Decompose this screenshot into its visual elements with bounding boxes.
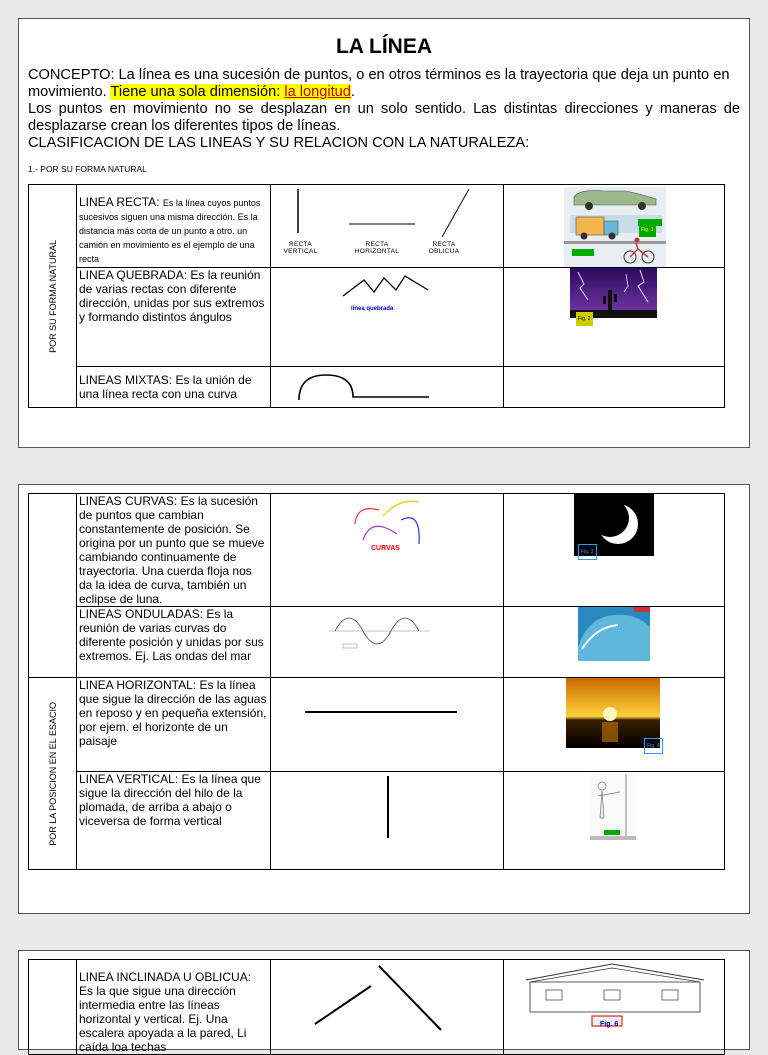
inclined-table — [28, 959, 725, 1055]
vertical-drawing — [271, 772, 504, 870]
page-3 — [18, 950, 750, 1054]
sunset-image-cell — [504, 678, 725, 772]
quebrada-caption: linea quebrada — [351, 306, 394, 312]
inclinada-cell: LINEA INCLINADA U OBLICUA: Es la que sigue una dirección intermedia entre las líneas horizontal y vertical. Ej. Una escalera apoyada a la pared, Li caída loa techas — [77, 960, 271, 1055]
section-label: 1.- POR SU FORMA NATURAL — [28, 164, 147, 174]
curvas-cell: LINEAS CURVAS: Es la sucesión de puntos que cambian constantemente de posición. Se origina por un punto que se mueve cambiando continuamente de trayectoria. Una cuerda floja nos da la idea de curva, también un eclipse de luna. — [77, 494, 271, 607]
page-1 — [18, 18, 750, 448]
position-group-cell — [29, 678, 77, 870]
quebrada-cell: LINEA QUEBRADA: Es la reunión de varias rectas con diferente dirección, unidas por sus extremos y formando distintos ángulos — [77, 268, 271, 367]
mixtas-drawing — [271, 367, 504, 408]
house-image — [522, 960, 708, 1050]
inclinada-drawing — [271, 960, 504, 1055]
highlight-dimension: Tiene una sola dimensión: — [110, 84, 285, 100]
horizontal-cell: LINEA HORIZONTAL: Es la línea que sigue la dirección de las aguas en reposo y en pequeña extensión, por ejem. el horizonte de un paisaje — [77, 678, 271, 772]
recta-cell: LINEA RECTA: Es la línea cuyos puntos sucesivos siguen una misma dirección. Es la distancia más corta de un punto a otro. un camión en movimiento es el ejemplo de una recta — [77, 185, 271, 268]
fig3-tag: Fig. 3 — [578, 544, 597, 560]
recta-lines-svg — [271, 185, 504, 268]
recta-drawing — [271, 185, 504, 268]
lightning-image — [570, 268, 657, 318]
classification-heading: CLASIFICACION DE LAS LINEAS Y SU RELACION CON LA NATURALEZA: — [28, 135, 530, 151]
fig5-tag — [606, 830, 623, 844]
recta-oblicua-caption: RECTA OBLICUA — [428, 241, 460, 255]
vertical-cell: LINEA VERTICAL: Es la línea que sigue la dirección del hilo de la plomada, de arriba a abajo o viceversa de forma vertical — [77, 772, 271, 870]
wave-svg — [271, 607, 504, 678]
quebrada-drawing — [271, 268, 504, 367]
mixed-line-svg — [271, 367, 504, 408]
blank-group-cell-3 — [29, 960, 77, 1055]
house-image-cell — [504, 960, 725, 1055]
mixtas-empty-cell — [504, 367, 725, 408]
recta-vertical-caption: RECTA VERTICAL — [283, 241, 318, 255]
group-cell — [29, 185, 77, 408]
blank-group-cell — [29, 494, 77, 678]
directions-paragraph: Los puntos en movimiento no se desplazan en un solo sentido. Las distintas direcciones y maneras de desplazarse crean los diferentes tipos de líneas. — [28, 101, 740, 134]
highlight-longitud: la longitud — [284, 84, 351, 100]
concept-paragraph: CONCEPTO: La línea es una sucesión de puntos, o en otros términos es la trayectoria que deja un punto en movimiento. Tiene una sola dimensión: la longitud. — [28, 67, 730, 100]
horizontal-line-svg — [271, 678, 504, 772]
curvas-drawing — [271, 494, 504, 607]
ocean-wave-image — [578, 607, 650, 661]
page-2 — [18, 484, 750, 914]
wave-image-cell — [504, 607, 725, 678]
group-label: POR SU FORMA NATURAL — [47, 239, 58, 353]
vertical-line-svg — [271, 772, 504, 870]
page-title: LA LÍNEA — [335, 35, 433, 58]
natural-form-table — [28, 184, 725, 408]
fig2-tag: Fig. 2 — [576, 312, 593, 326]
position-table — [28, 493, 725, 870]
plumb-image-cell — [504, 772, 725, 870]
curvas-caption: CURVAS — [371, 545, 400, 552]
fig4-tag: Fig. 4 — [644, 738, 663, 754]
zigzag-svg — [271, 268, 504, 367]
mixtas-cell: LINEAS MIXTAS: Es la unión de una línea recta con una curva — [77, 367, 271, 408]
fig1-tag: Fig. 1 — [639, 223, 656, 237]
fig6-tag: Fig. 6 — [600, 1021, 619, 1028]
oblique-lines-svg — [271, 960, 504, 1050]
position-group-label: POR LA POSICION EN EL ESACIO — [47, 701, 58, 846]
horizontal-drawing — [271, 678, 504, 772]
onduladas-drawing — [271, 607, 504, 678]
storm-image-cell — [504, 268, 725, 367]
eclipse-image-cell — [504, 494, 725, 607]
recta-horizontal-caption: RECTA HORIZONTAL — [354, 241, 400, 255]
onduladas-cell: LINEAS ONDULADAS: Es la reunión de varias curvas do diferente posición y unidas por sus extremos. Ej. Las ondas del mar — [77, 607, 271, 678]
intro-text — [28, 67, 740, 152]
truck-image-cell — [504, 185, 725, 268]
